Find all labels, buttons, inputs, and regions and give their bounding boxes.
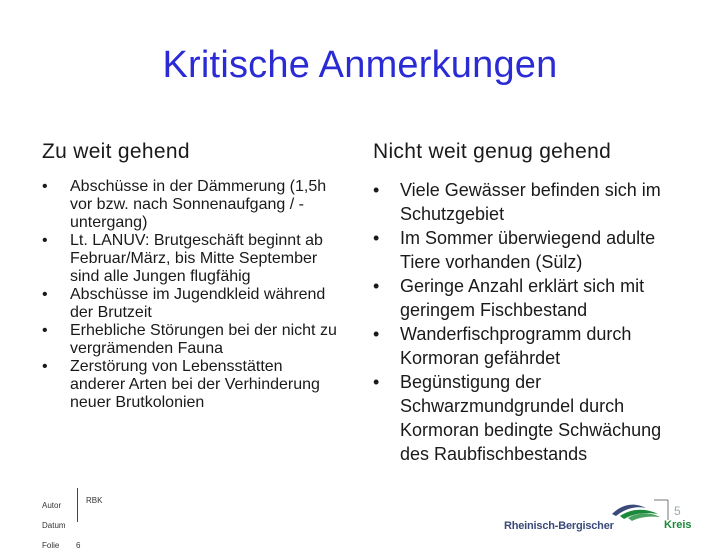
list-item-text: Lt. LANUV: Brutgeschäft beginnt ab Februar/März, bis Mitte September sind alle Jungen flugfähig (70, 232, 323, 285)
list-item-text: Im Sommer überwiegend adulte Tiere vorhanden (Sülz) (400, 228, 656, 272)
list-item (373, 178, 683, 226)
bullet-icon: • (42, 322, 48, 339)
slide-label: Folie (42, 541, 60, 550)
list-item-text: Erhebliche Störungen bei der nicht zu vergrämenden Fauna (70, 322, 337, 357)
list-item (373, 370, 683, 466)
footer-meta (42, 496, 80, 556)
bullet-icon: • (42, 358, 48, 375)
list-item (42, 322, 342, 358)
list-item (42, 232, 342, 286)
list-item (373, 322, 683, 370)
bullet-icon: • (373, 228, 380, 248)
right-bullet-list (373, 178, 683, 466)
list-item (373, 274, 683, 322)
list-item-text: Wanderfischprogramm durch Kormoran gefährdet (400, 324, 632, 368)
footer-divider (77, 488, 78, 522)
right-column-heading: Nicht weit genug gehend (373, 140, 612, 163)
list-item-text: Zerstörung von Lebensstätten anderer Arten bei der Verhinderung neuer Brutkolonien (70, 358, 320, 411)
logo-kreis-text: Kreis (664, 519, 692, 531)
bullet-icon: • (373, 276, 380, 296)
slide-title: Kritische Anmerkungen (162, 44, 558, 86)
bullet-icon: • (373, 372, 380, 392)
date-label: Datum (42, 521, 66, 530)
logo-text: Rheinisch-Bergischer (504, 520, 614, 532)
left-column (42, 140, 342, 412)
list-item-text: Geringe Anzahl erklärt sich mit geringem Fischbestand (400, 276, 645, 320)
left-bullet-list (42, 178, 342, 412)
list-item-text: Begünstigung der Schwarzmundgrundel durch Kormoran bedingte Schwächung des Raubfischbestands (400, 372, 662, 464)
list-item (42, 178, 342, 232)
list-item-text: Abschüsse in der Dämmerung (1,5h vor bzw. nach Sonnenaufgang / -untergang) (70, 178, 327, 231)
left-column-heading: Zu weit gehend (42, 140, 190, 163)
bullet-icon: • (42, 286, 48, 303)
author-value: RBK (86, 496, 103, 505)
list-item (373, 226, 683, 274)
right-column (373, 140, 683, 466)
bullet-icon: • (42, 178, 48, 195)
list-item (42, 286, 342, 322)
list-item-text: Viele Gewässer befinden sich im Schutzgebiet (400, 180, 661, 224)
bullet-icon: • (373, 180, 380, 200)
bullet-icon: • (373, 324, 380, 344)
list-item (42, 358, 342, 412)
bullet-icon: • (42, 232, 48, 249)
slide-value: 6 (76, 541, 81, 550)
list-item-text: Abschüsse im Jugendkleid während der Brutzeit (70, 286, 326, 321)
page-number: 5 (674, 504, 681, 518)
author-label: Autor (42, 501, 62, 510)
